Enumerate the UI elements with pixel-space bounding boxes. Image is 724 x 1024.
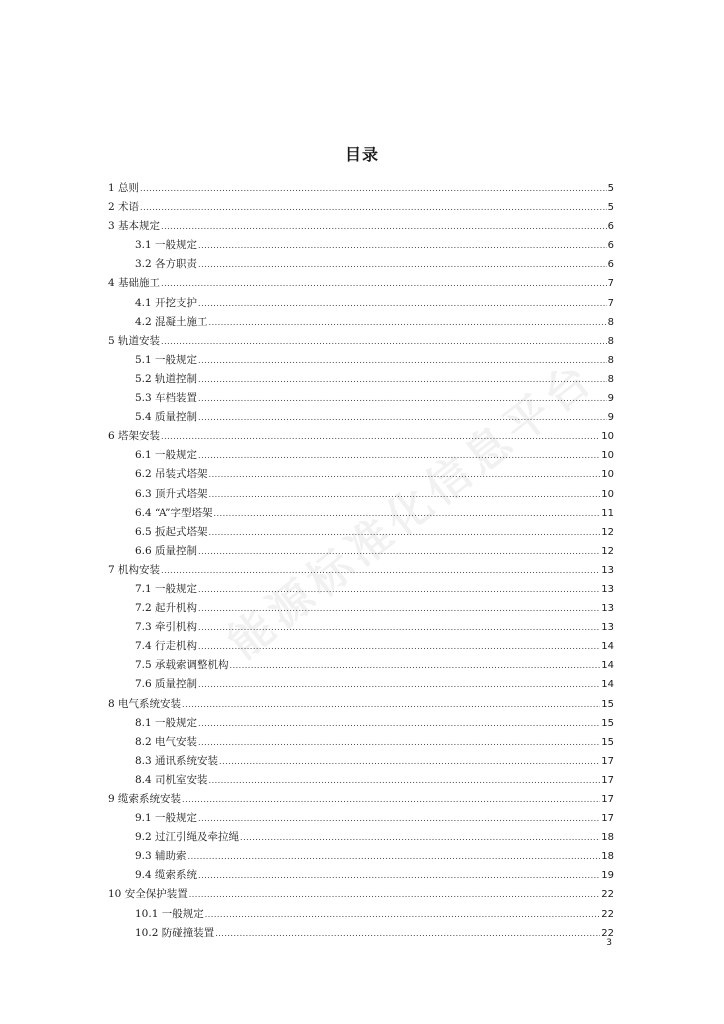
- toc-entry[interactable]: [108, 656, 614, 675]
- toc-entry-label: 6.6 质量控制: [135, 544, 198, 557]
- toc-leader-dots: [189, 885, 601, 904]
- toc-entry-page: 7: [607, 297, 614, 309]
- toc-leader-dots: [161, 274, 607, 293]
- toc-entry[interactable]: [108, 752, 614, 771]
- toc-leader-dots: [161, 332, 607, 351]
- toc-entry[interactable]: [108, 255, 614, 274]
- toc-entry-page: 9: [607, 412, 614, 424]
- toc-entry[interactable]: [108, 389, 614, 408]
- toc-entry-label: 6 塔架安装: [108, 430, 161, 443]
- toc-entry[interactable]: [108, 618, 614, 637]
- toc-entry-page: 6: [607, 221, 614, 233]
- toc-entry[interactable]: [108, 580, 614, 599]
- toc-leader-dots: [230, 656, 601, 675]
- toc-entry-label: 7.4 行走机构: [135, 640, 198, 653]
- toc-entry-label: 9 缆索系统安装: [108, 793, 182, 805]
- toc-entry-page: 15: [601, 717, 614, 729]
- toc-leader-dots: [209, 771, 601, 790]
- toc-entry[interactable]: [108, 370, 614, 389]
- toc-leader-dots: [161, 217, 607, 236]
- page-title: 目录: [344, 145, 379, 164]
- toc-leader-dots: [198, 733, 600, 752]
- toc-leader-dots: [198, 542, 600, 561]
- toc-leader-dots: [198, 389, 607, 408]
- toc-entry-page: 5: [607, 183, 614, 194]
- toc-leader-dots: [198, 255, 607, 274]
- page-number: 3: [606, 938, 612, 948]
- toc-entry-label: 5.1 一般规定: [135, 353, 198, 366]
- toc-entry[interactable]: [108, 198, 614, 217]
- toc-entry-label: 7.6 质量控制: [135, 678, 198, 691]
- toc-entry-label: 6.3 顶升式塔架: [135, 487, 208, 500]
- toc-entry-label: 4 基础施工: [108, 277, 161, 290]
- toc-leader-dots: [140, 198, 607, 217]
- toc-leader-dots: [182, 790, 600, 809]
- toc-entry-label: 10.1 一般规定: [135, 907, 204, 920]
- toc-entry-label: 4.2 混凝土施工: [135, 315, 208, 328]
- toc-entry-page: 8: [607, 316, 614, 328]
- watermark: 能源标准化信息平台: [218, 351, 605, 669]
- toc-entry-label: 7.3 牵引机构: [135, 621, 198, 634]
- toc-entry-label: 8.1 一般规定: [135, 716, 198, 729]
- toc-entry[interactable]: [108, 809, 614, 828]
- toc-leader-dots: [198, 351, 607, 370]
- toc-entry-page: 8: [607, 335, 614, 347]
- toc-entry-label: 8.2 电气安装: [135, 735, 198, 748]
- toc-entry[interactable]: [108, 236, 614, 255]
- toc-entry-page: 14: [601, 679, 614, 691]
- toc-entry[interactable]: [108, 504, 614, 523]
- toc-entry-label: 3 基本规定: [108, 220, 161, 233]
- toc-entry[interactable]: [108, 675, 614, 694]
- toc-entry[interactable]: [108, 332, 614, 351]
- toc-entry-label: 3.1 一般规定: [135, 239, 198, 252]
- toc-entry[interactable]: [108, 695, 614, 714]
- toc-leader-dots: [209, 523, 601, 542]
- toc-entry[interactable]: [108, 485, 614, 504]
- toc-leader-dots: [198, 236, 607, 255]
- toc-entry-label: 5 轨道安装: [108, 334, 161, 347]
- toc-entry-page: 12: [601, 526, 614, 538]
- toc-entry-page: 17: [601, 774, 614, 786]
- toc-entry[interactable]: [108, 866, 614, 885]
- toc-entry-page: 22: [601, 889, 614, 901]
- toc-entry-label: 5.3 车档装置: [135, 392, 198, 405]
- toc-entry[interactable]: [108, 523, 614, 542]
- toc-entry-page: 14: [601, 660, 614, 672]
- toc-entry-label: 6.1 一般规定: [135, 449, 198, 462]
- toc-entry[interactable]: [108, 408, 614, 427]
- toc-leader-dots: [182, 695, 600, 714]
- toc-entry[interactable]: [108, 217, 614, 236]
- toc-entry-page: 18: [601, 832, 614, 844]
- toc-entry-page: 6: [607, 259, 614, 271]
- toc-entry-label: 4.1 开挖支护: [135, 296, 198, 309]
- toc-entry[interactable]: [108, 714, 614, 733]
- toc-entry[interactable]: [108, 274, 614, 293]
- toc-entry-page: 22: [601, 927, 614, 939]
- toc-leader-dots: [198, 637, 600, 656]
- toc-leader-dots: [198, 618, 600, 637]
- toc-entry-page: 18: [601, 851, 614, 863]
- toc-entry[interactable]: [108, 351, 614, 370]
- toc-entry[interactable]: [108, 637, 614, 656]
- toc-entry[interactable]: [108, 561, 614, 580]
- toc-entry-page: 5: [607, 202, 614, 214]
- toc-entry[interactable]: [108, 542, 614, 561]
- toc-leader-dots: [198, 809, 600, 828]
- toc-entry[interactable]: [108, 905, 614, 924]
- toc-leader-dots: [198, 675, 600, 694]
- toc-entry[interactable]: [108, 828, 614, 847]
- toc-entry-page: 7: [607, 278, 614, 290]
- toc-entry-label: 7.5 承载索调整机构: [135, 659, 229, 672]
- toc-entry[interactable]: [108, 427, 614, 446]
- toc-entry-label: 6.2 吊装式塔架: [135, 468, 208, 481]
- toc-leader-dots: [219, 752, 600, 771]
- toc-entry[interactable]: [108, 924, 614, 943]
- toc-leader-dots: [215, 924, 600, 943]
- toc-entry-label: 9.3 辅助索: [135, 850, 187, 863]
- toc-entry-page: 13: [601, 583, 614, 595]
- toc-entry-label: 7.2 起升机构: [135, 602, 198, 615]
- toc-entry-page: 9: [607, 393, 614, 405]
- toc-entry-label: 2 术语: [108, 201, 140, 214]
- toc-entry-page: 22: [601, 908, 614, 920]
- toc-leader-dots: [209, 465, 601, 484]
- toc-entry-page: 13: [601, 603, 614, 615]
- toc-leader-dots: [198, 714, 600, 733]
- toc-leader-dots: [209, 485, 601, 504]
- toc-entry[interactable]: [108, 313, 614, 332]
- toc-entry-label: 5.2 轨道控制: [135, 372, 198, 385]
- toc-entry[interactable]: [108, 885, 614, 904]
- toc-entry-label: 6.5 扳起式塔架: [135, 525, 208, 538]
- toc-entry[interactable]: [108, 465, 614, 484]
- toc-leader-dots: [198, 580, 600, 599]
- toc-entry[interactable]: [108, 446, 614, 465]
- toc-entry-page: 13: [601, 622, 614, 634]
- toc-entry[interactable]: [108, 771, 614, 790]
- toc-entry-label: 10 安全保护装置: [108, 888, 188, 901]
- toc-leader-dots: [198, 370, 607, 389]
- toc-leader-dots: [205, 905, 601, 924]
- toc-entry[interactable]: [108, 847, 614, 866]
- toc-entry-page: 12: [601, 545, 614, 557]
- toc-entry-page: 10: [601, 488, 614, 500]
- toc-entry[interactable]: [108, 294, 614, 313]
- toc-entry-label: 8.4 司机室安装: [135, 773, 208, 786]
- toc-leader-dots: [209, 313, 607, 332]
- toc-entry-label: 9.4 缆索系统: [135, 869, 198, 882]
- toc-entry-label: 6.4 “A”字型塔架: [135, 506, 213, 519]
- toc-leader-dots: [188, 847, 601, 866]
- toc-leader-dots: [161, 427, 600, 446]
- toc-entry-label: 8.3 通讯系统安装: [135, 754, 219, 767]
- toc-entry-page: 13: [601, 564, 614, 576]
- toc-leader-dots: [198, 599, 600, 618]
- toc-entry-label: 10.2 防碰撞装置: [135, 926, 215, 939]
- toc-leader-dots: [198, 446, 600, 465]
- toc-entry[interactable]: [108, 179, 614, 198]
- toc-entry-page: 15: [601, 736, 614, 748]
- toc-leader-dots: [213, 504, 600, 523]
- toc-entry-label: 7.1 一般规定: [135, 582, 198, 595]
- toc-entry-label: 5.4 质量控制: [135, 411, 198, 424]
- toc-leader-dots: [198, 866, 600, 885]
- toc-entry-page: 15: [601, 698, 614, 710]
- toc-leader-dots: [140, 179, 607, 198]
- toc-leader-dots: [198, 294, 607, 313]
- toc-entry-page: 6: [607, 240, 614, 252]
- toc-entry-page: 17: [601, 755, 614, 767]
- toc-entry-label: 1 总则: [108, 182, 140, 194]
- toc-entry-label: 9.1 一般规定: [135, 812, 198, 825]
- toc-entry-page: 17: [601, 813, 614, 825]
- toc-entry[interactable]: [108, 733, 614, 752]
- toc-leader-dots: [161, 561, 600, 580]
- toc-entry-page: 14: [601, 641, 614, 653]
- toc-entry[interactable]: [108, 790, 614, 809]
- toc-entry-label: 9.2 过江引绳及牵拉绳: [135, 831, 240, 844]
- toc-leader-dots: [240, 828, 600, 847]
- toc-entry-label: 7 机构安装: [108, 563, 161, 576]
- toc-entry-page: 19: [601, 870, 614, 882]
- toc-entry-page: 17: [601, 794, 614, 805]
- toc-entry-page: 10: [601, 450, 614, 462]
- toc-entry-page: 10: [601, 469, 614, 481]
- toc-leader-dots: [198, 408, 607, 427]
- toc-entry-label: 8 电气系统安装: [108, 697, 182, 710]
- toc-entry-label: 3.2 各方职责: [135, 258, 198, 271]
- table-of-contents: [108, 179, 614, 943]
- toc-entry-page: 10: [601, 431, 614, 443]
- toc-entry-page: 8: [607, 354, 614, 366]
- toc-entry-page: 11: [601, 507, 614, 519]
- toc-entry-page: 8: [607, 373, 614, 385]
- toc-entry[interactable]: [108, 599, 614, 618]
